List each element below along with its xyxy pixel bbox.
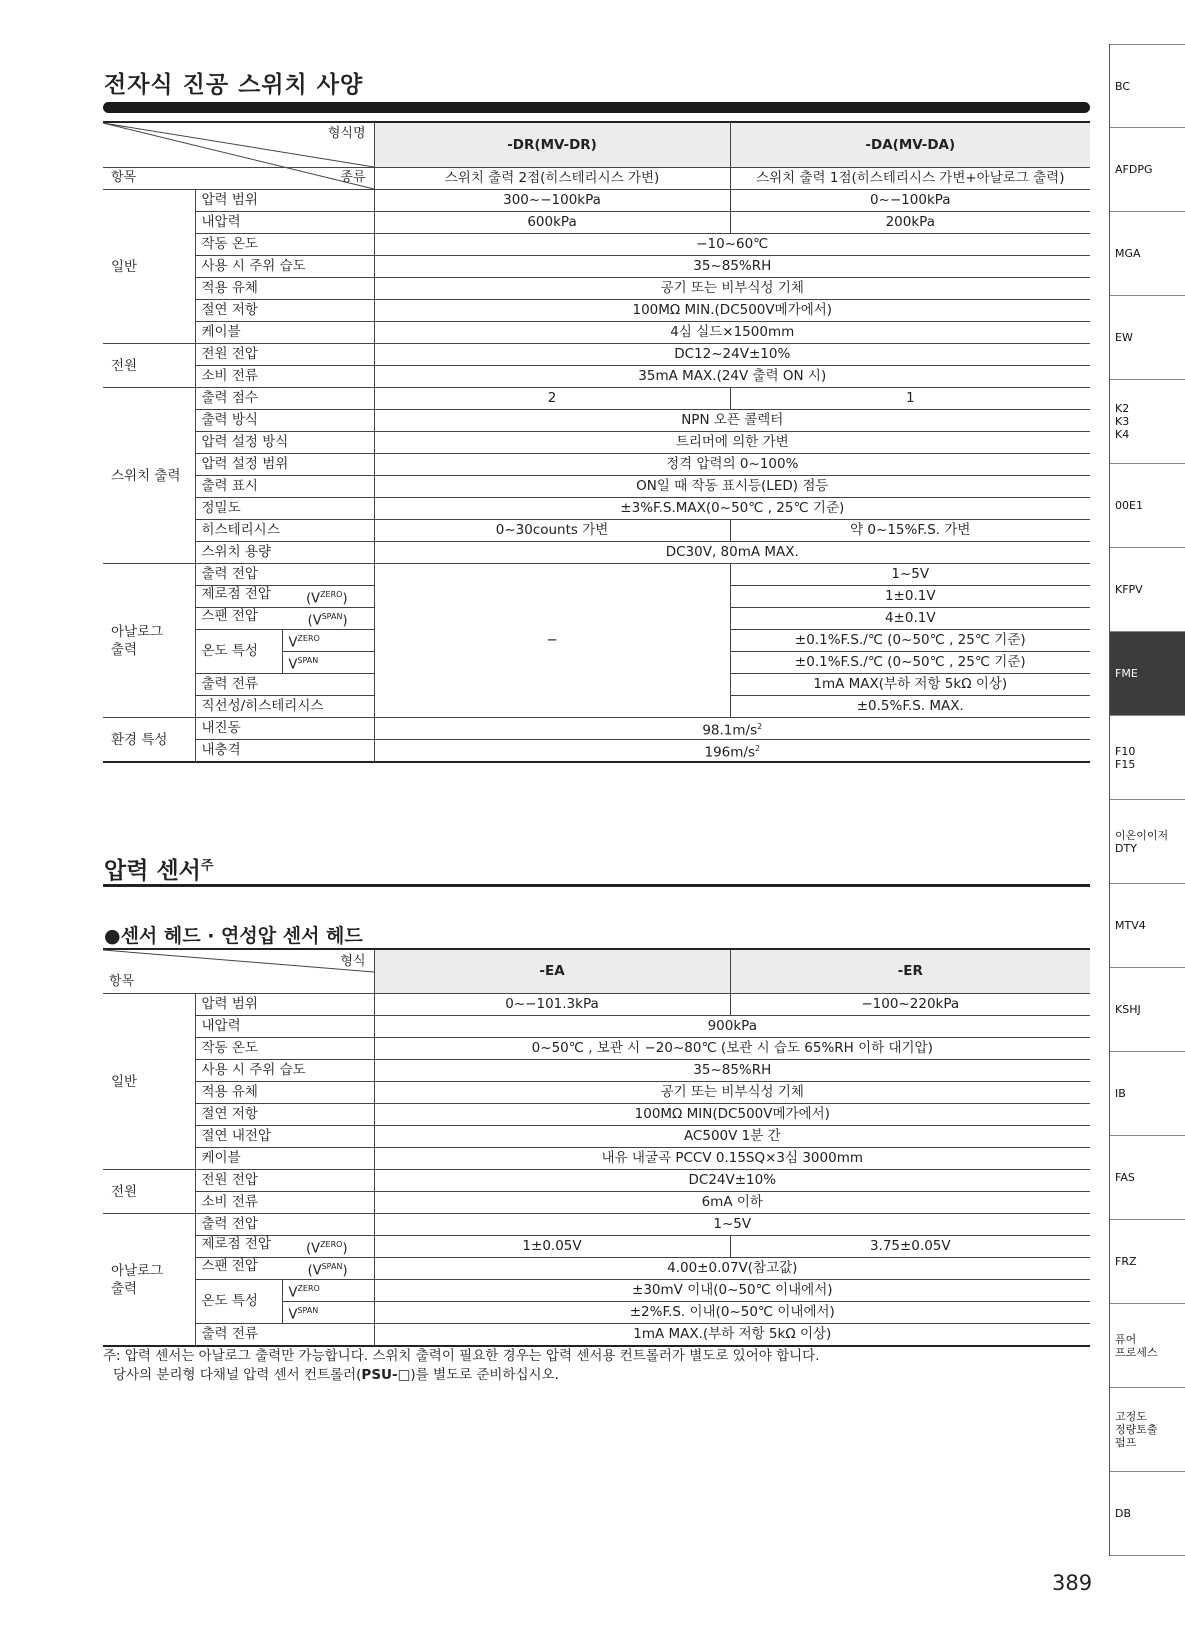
row-label: 작동 온도 bbox=[195, 1038, 374, 1060]
cell-value: 900kPa bbox=[374, 1016, 1090, 1038]
row-label: 전원 전압 bbox=[195, 1170, 374, 1192]
header-model-label: 형식 bbox=[340, 954, 366, 969]
cell-value: ±0.5%F.S. MAX. bbox=[730, 696, 1090, 718]
cell-value: 35~85%RH bbox=[374, 256, 1090, 278]
title-bar bbox=[103, 102, 1090, 113]
cell-value: DC30V, 80mA MAX. bbox=[374, 542, 1090, 564]
footnote-line-2: 당사의 분리형 다채널 압력 센서 컨트롤러(PSU-□)를 별도로 준비하십시오. bbox=[113, 1367, 559, 1383]
row-label: 정밀도 bbox=[195, 498, 374, 520]
row-label: 내충격 bbox=[195, 740, 374, 763]
cell-value: 1mA MAX.(부하 저항 5kΩ 이상) bbox=[374, 1324, 1090, 1347]
cell-value: 6mA 이하 bbox=[374, 1192, 1090, 1214]
cell-value: 1 bbox=[730, 388, 1090, 410]
diagonal-line bbox=[103, 950, 374, 994]
side-tab-label: FRZ bbox=[1115, 1255, 1137, 1268]
header-item-label: 항목 bbox=[109, 974, 135, 989]
row-label: 압력 범위 bbox=[195, 994, 374, 1016]
side-tab[interactable] bbox=[1110, 884, 1185, 968]
side-tab-label: 퓨어 프로세스 bbox=[1115, 1332, 1158, 1359]
side-tab[interactable] bbox=[1110, 296, 1185, 380]
row-label: 내진동 bbox=[195, 718, 374, 740]
cell-value: 0~50℃ , 보관 시 −20~80℃ (보관 시 습도 65%RH 이하 대기압) bbox=[374, 1038, 1090, 1060]
header-diagonal-cell bbox=[103, 949, 374, 994]
pressure-sensor-spec-table bbox=[103, 948, 1090, 1347]
header-diagonal-cell bbox=[103, 122, 374, 185]
row-label-span: 스팬 전압 $(V^{SPAN})$ bbox=[195, 1258, 374, 1280]
cell-value: ±0.1%F.S./℃ (0~50℃ , 25℃ 기준) bbox=[730, 652, 1090, 674]
row-label: 사용 시 주위 습도 bbox=[195, 1060, 374, 1082]
col-ea-header: -EA bbox=[374, 949, 730, 994]
col-da-type: 스위치 출력 1점(히스테리시스 가변+아날로그 출력) bbox=[730, 168, 1090, 190]
row-label: 절연 저항 bbox=[195, 300, 374, 322]
category-label: 아날로그 출력 bbox=[111, 623, 164, 658]
row-label: 압력 설정 범위 bbox=[195, 454, 374, 476]
cell-value: 1~5V bbox=[374, 1214, 1090, 1236]
col-dr-header: -DR(MV-DR) bbox=[374, 122, 730, 168]
header-model-label: 형식명 bbox=[327, 126, 366, 141]
side-index-tabs bbox=[1109, 44, 1185, 1556]
row-label: 적용 유체 bbox=[195, 1082, 374, 1104]
header-type-label: 종류 bbox=[340, 170, 366, 185]
cell-value: 2 bbox=[374, 388, 730, 410]
cell-value: 4±0.1V bbox=[730, 608, 1090, 630]
side-tab-label: MGA bbox=[1115, 247, 1141, 260]
row-label: 출력 표시 bbox=[195, 476, 374, 498]
side-tab-label: EW bbox=[1115, 331, 1133, 344]
cell-value: 35~85%RH bbox=[374, 1060, 1090, 1082]
side-tab[interactable] bbox=[1110, 1052, 1185, 1136]
subsection-title: ●센서 헤드 · 연성압 센서 헤드 bbox=[104, 925, 363, 947]
row-label: 압력 범위 bbox=[195, 190, 374, 212]
cell-value: 1±0.1V bbox=[730, 586, 1090, 608]
side-tab[interactable] bbox=[1110, 44, 1185, 128]
footnote-line-1: 주: 압력 센서는 아날로그 출력만 가능합니다. 스위치 출력이 필요한 경우는 압력 센서용 컨트롤러가 별도로 있어야 합니다. bbox=[103, 1348, 820, 1364]
side-tab[interactable] bbox=[1110, 1472, 1185, 1556]
side-tab[interactable] bbox=[1110, 632, 1185, 716]
side-tab-label: BC bbox=[1115, 79, 1131, 93]
section-title-pressure-sensor: 압력 센서$^주$ bbox=[104, 858, 214, 884]
cell-value: 1~5V bbox=[730, 564, 1090, 586]
row-label: 압력 설정 방식 bbox=[195, 432, 374, 454]
category-general: 일반 bbox=[103, 994, 195, 1170]
row-label: 절연 저항 bbox=[195, 1104, 374, 1126]
side-tab-label: AFDPG bbox=[1115, 163, 1153, 176]
side-tab[interactable] bbox=[1110, 380, 1185, 464]
cell-value: 1±0.05V bbox=[374, 1236, 730, 1258]
side-tab-label: KFPV bbox=[1115, 583, 1143, 596]
row-label: 출력 전류 bbox=[195, 1324, 374, 1347]
side-tab[interactable] bbox=[1110, 548, 1185, 632]
side-tab-label: 이온이이저 DTY bbox=[1115, 828, 1169, 855]
row-label: 소비 전류 bbox=[195, 1192, 374, 1214]
row-sublabel-span: $V^{SPAN}$ bbox=[282, 652, 374, 674]
row-label: 케이블 bbox=[195, 1148, 374, 1170]
row-sublabel-zero: $V^{ZERO}$ bbox=[282, 630, 374, 652]
cell-value: 35mA MAX.(24V 출력 ON 시) bbox=[374, 366, 1090, 388]
row-label: 출력 전압 bbox=[195, 1214, 374, 1236]
row-sublabel-span: $V^{SPAN}$ bbox=[282, 1302, 374, 1324]
row-label: 사용 시 주위 습도 bbox=[195, 256, 374, 278]
vacuum-switch-spec-table bbox=[103, 121, 1090, 763]
cell-value: 0~−100kPa bbox=[730, 190, 1090, 212]
cell-value: 0~−101.3kPa bbox=[374, 994, 730, 1016]
side-tab-label: FAS bbox=[1115, 1171, 1135, 1184]
cell-value: 200kPa bbox=[730, 212, 1090, 234]
side-tab[interactable] bbox=[1110, 128, 1185, 212]
category-label: 아날로그 출력 bbox=[111, 1262, 164, 1297]
cell-value-vibration: $98.1m/s^2$ bbox=[374, 718, 1090, 740]
side-tab[interactable] bbox=[1110, 716, 1185, 800]
cell-value: NPN 오픈 콜렉터 bbox=[374, 410, 1090, 432]
row-label: 출력 전류 bbox=[195, 674, 374, 696]
side-tab[interactable] bbox=[1110, 212, 1185, 296]
category-analog-output bbox=[103, 1214, 195, 1347]
category-general: 일반 bbox=[103, 190, 195, 344]
side-tab-label: MTV4 bbox=[1115, 919, 1146, 932]
row-label: 케이블 bbox=[195, 322, 374, 344]
side-tab[interactable] bbox=[1110, 968, 1185, 1052]
row-label: 절연 내전압 bbox=[195, 1126, 374, 1148]
row-label: 직선성/히스테리시스 bbox=[195, 696, 374, 718]
side-tab-label: 00E1 bbox=[1115, 499, 1143, 512]
cell-value: 내유 내굴곡 PCCV 0.15SQ×3심 3000mm bbox=[374, 1148, 1090, 1170]
side-tab[interactable] bbox=[1110, 464, 1185, 548]
row-label-zero: 제로점 전압 $(V^{ZERO})$ bbox=[195, 1236, 374, 1258]
category-switch-output: 스위치 출력 bbox=[103, 388, 195, 564]
section-rule bbox=[103, 884, 1090, 887]
side-tab-label: F10 F15 bbox=[1115, 744, 1136, 771]
category-environment: 환경 특성 bbox=[103, 718, 195, 763]
cell-value: 0~30counts 가변 bbox=[374, 520, 730, 542]
side-tab-label: K2 K3 K4 bbox=[1115, 402, 1130, 441]
cell-value: DC24V±10% bbox=[374, 1170, 1090, 1192]
cell-value: ±3%F.S.MAX(0~50℃ , 25℃ 기준) bbox=[374, 498, 1090, 520]
row-label: 소비 전류 bbox=[195, 366, 374, 388]
row-label: 내압력 bbox=[195, 1016, 374, 1038]
row-label: 작동 온도 bbox=[195, 234, 374, 256]
page-number: 389 bbox=[1052, 1571, 1093, 1595]
cell-value: ±0.1%F.S./℃ (0~50℃ , 25℃ 기준) bbox=[730, 630, 1090, 652]
cell-value: 100MΩ MIN(DC500V메가에서) bbox=[374, 1104, 1090, 1126]
row-sublabel-zero: $V^{ZERO}$ bbox=[282, 1280, 374, 1302]
category-analog-output bbox=[103, 564, 195, 718]
row-label-span: 스팬 전압 $(V^{SPAN})$ bbox=[195, 608, 374, 630]
side-tab[interactable] bbox=[1110, 1220, 1185, 1304]
cell-value: ±2%F.S. 이내(0~50℃ 이내에서) bbox=[374, 1302, 1090, 1324]
side-tab[interactable] bbox=[1110, 1136, 1185, 1220]
row-label: 적용 유체 bbox=[195, 278, 374, 300]
cell-value-dash: − bbox=[374, 564, 730, 718]
side-tab-label: IB bbox=[1115, 1087, 1126, 1100]
cell-value: DC12~24V±10% bbox=[374, 344, 1090, 366]
cell-value: 600kPa bbox=[374, 212, 730, 234]
cell-value: 정격 압력의 0~100% bbox=[374, 454, 1090, 476]
col-er-header: -ER bbox=[730, 949, 1090, 994]
row-label: 스위치 용량 bbox=[195, 542, 374, 564]
cell-value: 공기 또는 비부식성 기체 bbox=[374, 1082, 1090, 1104]
cell-value: 약 0~15%F.S. 가변 bbox=[730, 520, 1090, 542]
row-label: 내압력 bbox=[195, 212, 374, 234]
cell-value: −10~60℃ bbox=[374, 234, 1090, 256]
cell-value: 300~−100kPa bbox=[374, 190, 730, 212]
cell-value: 100MΩ MIN.(DC500V메가에서) bbox=[374, 300, 1090, 322]
side-tab[interactable] bbox=[1110, 1304, 1185, 1388]
side-tab-label: DB bbox=[1115, 1507, 1132, 1520]
side-tab[interactable] bbox=[1110, 1388, 1185, 1472]
cell-value: −100~220kPa bbox=[730, 994, 1090, 1016]
cell-value-shock: $196m/s^2$ bbox=[374, 740, 1090, 763]
col-dr-type: 스위치 출력 2점(히스테리시스 가변) bbox=[374, 168, 730, 190]
side-tab[interactable] bbox=[1110, 800, 1185, 884]
row-label: 출력 방식 bbox=[195, 410, 374, 432]
cell-value: ±30mV 이내(0~50℃ 이내에서) bbox=[374, 1280, 1090, 1302]
row-label: 온도 특성 bbox=[195, 630, 282, 674]
row-label: 전원 전압 bbox=[195, 344, 374, 366]
row-label: 온도 특성 bbox=[195, 1280, 282, 1324]
section-title: 전자식 진공 스위치 사양 bbox=[104, 72, 364, 98]
cell-value: 1mA MAX(부하 저항 5kΩ 이상) bbox=[730, 674, 1090, 696]
cell-value: 4.00±0.07V(참고값) bbox=[374, 1258, 1090, 1280]
row-label: 출력 점수 bbox=[195, 388, 374, 410]
side-tab-label: FME bbox=[1115, 667, 1138, 680]
side-tab-label: 고정도 정량토출 펌프 bbox=[1115, 1410, 1158, 1449]
col-da-header: -DA(MV-DA) bbox=[730, 122, 1090, 168]
category-power: 전원 bbox=[103, 344, 195, 388]
category-power: 전원 bbox=[103, 1170, 195, 1214]
row-label: 히스테리시스 bbox=[195, 520, 374, 542]
cell-value: 공기 또는 비부식성 기체 bbox=[374, 278, 1090, 300]
cell-value: ON일 때 작동 표시등(LED) 점등 bbox=[374, 476, 1090, 498]
cell-value: AC500V 1분 간 bbox=[374, 1126, 1090, 1148]
cell-value: 4심 실드×1500mm bbox=[374, 322, 1090, 344]
footnote bbox=[103, 1347, 820, 1385]
header-item-label: 항목 bbox=[111, 170, 137, 185]
cell-value: 3.75±0.05V bbox=[730, 1236, 1090, 1258]
side-tab-label: KSHJ bbox=[1115, 1003, 1141, 1016]
row-label: 출력 전압 bbox=[195, 564, 374, 586]
cell-value: 트리머에 의한 가변 bbox=[374, 432, 1090, 454]
row-label-zero: 제로점 전압 $(V^{ZERO})$ bbox=[195, 586, 374, 608]
